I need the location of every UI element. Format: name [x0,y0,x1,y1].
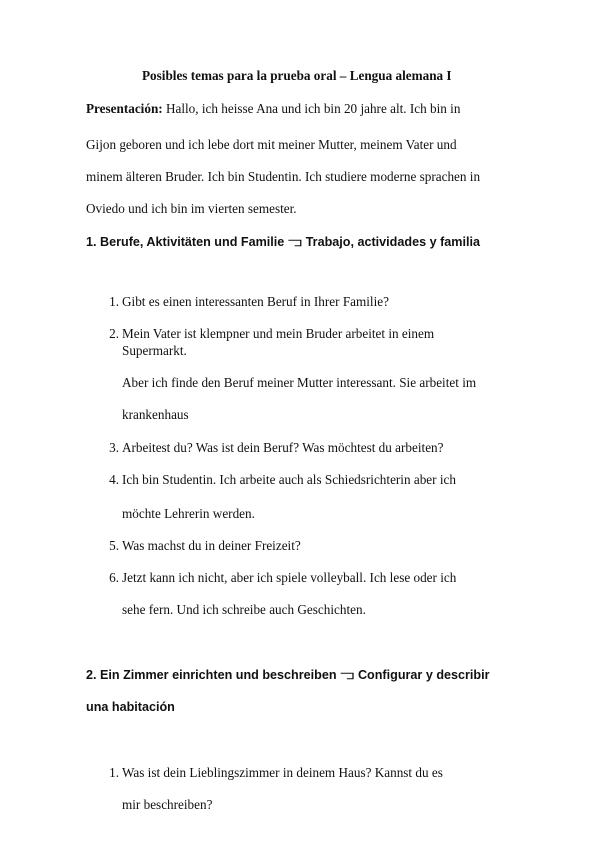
presentation-label: Presentación: [86,101,163,116]
presentation-line: Oviedo und ich bin im vierten semester. [86,201,297,216]
presentation-text: Hallo, ich heisse Ana und ich bin 20 jahre alt. Ich bin in [162,101,461,116]
presentation-line: Gijon geboren und ich lebe dort mit meiner Mutter, meinem Vater und [86,137,457,152]
list-item: Supermarkt. [122,343,187,358]
section-2-title-es: Configurar y describir [357,668,490,682]
list-number: 5. [109,538,119,553]
section-2-title-de: 2. Ein Zimmer einrichten und beschreiben [86,668,337,682]
list-item: Mein Vater ist klempner und mein Bruder arbeitet in einem [122,326,435,341]
list-item: mir beschreiben? [122,797,213,812]
presentation-line [86,101,460,117]
list-number: 1. [109,765,119,780]
list-item: krankenhaus [122,407,189,422]
list-number: 4. [109,472,119,487]
page-title: Posibles temas para la prueba oral – Lengua alemana I [142,68,452,83]
section-1-heading [86,234,480,250]
list-item: Gibt es einen interessanten Beruf in Ihrer Familie? [122,294,389,309]
list-item: Ich bin Studentin. Ich arbeite auch als Schiedsrichterin aber ich [122,472,456,487]
list-item: sehe fern. Und ich schreibe auch Geschichten. [122,602,366,617]
section-2-heading [86,667,490,683]
list-item: Was ist dein Lieblingszimmer in deinem Haus? Kannst du es [122,765,443,780]
list-item: Jetzt kann ich nicht, aber ich spiele volleyball. Ich lese oder ich [122,570,457,585]
list-number: 2. [109,326,119,341]
return-arrow-icon: ⫎ [340,668,354,682]
list-item: Arbeitest du? Was ist dein Beruf? Was möchtest du arbeiten? [122,440,444,455]
return-arrow-icon: ⫎ [288,235,302,249]
list-number: 3. [109,440,119,455]
list-item: Was machst du in deiner Freizeit? [122,538,301,553]
list-item: möchte Lehrerin werden. [122,506,255,521]
section-1-title-es: Trabajo, actividades y familia [305,235,480,249]
list-number: 6. [109,570,119,585]
section-2-heading-cont: una habitación [86,700,175,714]
list-number: 1. [109,294,119,309]
section-1-title-de: 1. Berufe, Aktivitäten und Familie [86,235,285,249]
presentation-line: minem älteren Bruder. Ich bin Studentin. Ich studiere moderne sprachen in [86,169,481,184]
list-item: Aber ich finde den Beruf meiner Mutter interessant. Sie arbeitet im [122,375,477,390]
